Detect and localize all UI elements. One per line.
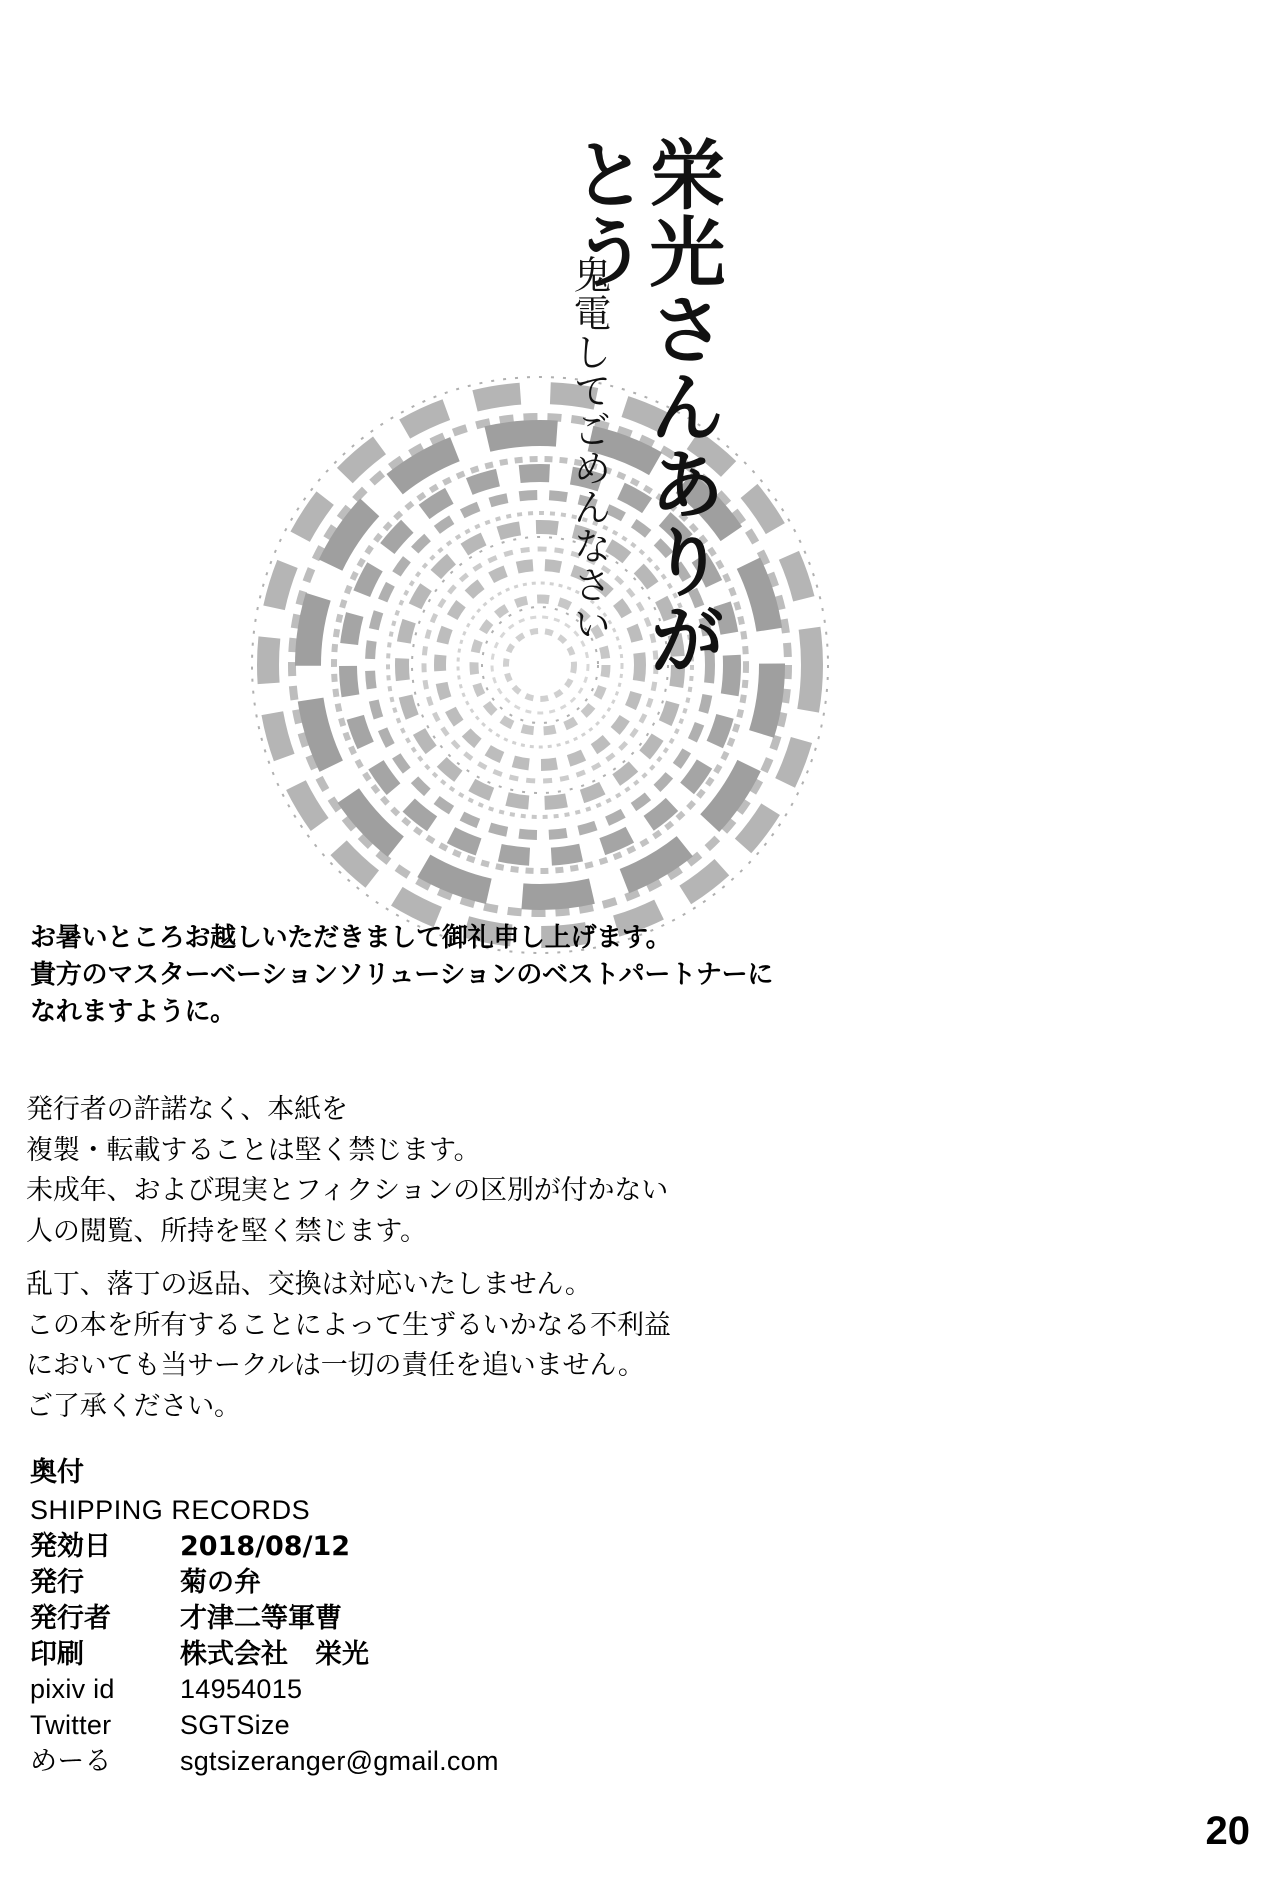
colophon-label: 発行者 <box>30 1602 111 1634</box>
colophon-label: 発効日 <box>30 1530 111 1562</box>
colophon-subheading: SHIPPING RECORDS <box>30 1494 311 1525</box>
colophon-row <box>30 1529 499 1565</box>
page-number: 20 <box>1205 1809 1250 1853</box>
copyright-notice-line-2: 複製・転載することは堅く禁じます。 <box>26 1134 481 1166</box>
greeting-paragraph <box>30 920 1250 1031</box>
colophon-row <box>30 1601 499 1637</box>
copyright-notice <box>26 1090 668 1252</box>
colophon-label: Twitter <box>30 1710 112 1741</box>
copyright-notice-line-4: 人の閲覧、所持を堅く禁じます。 <box>26 1215 427 1247</box>
copyright-notice-line-1: 発行者の許諾なく、本紙を <box>26 1094 348 1125</box>
copyright-notice-line-3: 未成年、および現実とフィクションの区別が付かない <box>26 1175 669 1206</box>
disclaimer-notice <box>26 1265 671 1427</box>
disclaimer-notice-line-1: 乱丁、落丁の返品、交換は対応いたしません。 <box>26 1269 592 1300</box>
colophon <box>30 1455 499 1780</box>
colophon-label: 印刷 <box>30 1638 84 1670</box>
colophon-label: 発行 <box>30 1566 84 1598</box>
title-block <box>0 135 1280 695</box>
disclaimer-notice-line-2: この本を所有することによって生ずるいかなる不利益 <box>26 1309 671 1341</box>
colophon-heading: 奥付 <box>30 1457 84 1488</box>
colophon-label: めーる <box>30 1746 112 1777</box>
colophon-row <box>30 1565 499 1601</box>
colophon-row <box>30 1672 499 1708</box>
colophon-row <box>30 1708 499 1744</box>
disclaimer-notice-line-3: においても当サークルは一切の責任を追いません。 <box>26 1350 645 1381</box>
greeting-line-2: 貴方のマスターベーションソリューションのベストパートナーに <box>30 959 774 990</box>
colophon-row <box>30 1637 499 1673</box>
colophon-value: 14954015 <box>180 1674 303 1705</box>
colophon-value: 株式会社 栄光 <box>180 1638 369 1670</box>
colophon-value: SGTSize <box>180 1710 290 1741</box>
colophon-value: 才津二等軍曹 <box>180 1602 342 1634</box>
colophon-value: 菊の弁 <box>180 1566 261 1598</box>
greeting-line-1: お暑いところお越しいただきまして御礼申し上げます。 <box>30 923 672 953</box>
colophon-row <box>30 1744 499 1780</box>
colophon-value: 2018/08/12 <box>180 1530 351 1562</box>
colophon-label: pixiv id <box>30 1674 115 1705</box>
greeting-line-3: なれますように。 <box>30 996 236 1027</box>
document-title: 栄光さんありがとう <box>559 135 726 678</box>
disclaimer-notice-line-4: ご了承ください。 <box>26 1390 241 1422</box>
colophon-value: sgtsizeranger@gmail.com <box>180 1746 499 1777</box>
document-subtitle: 鬼電してごめんなさい <box>567 255 611 643</box>
